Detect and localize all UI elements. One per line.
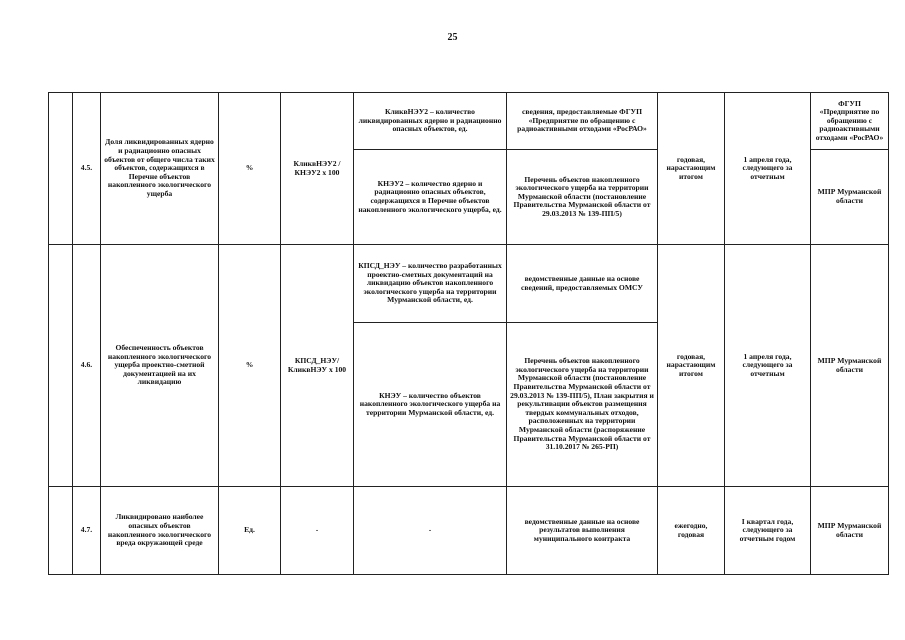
page-number: 25 — [447, 32, 458, 43]
responsible: МПР Мурманской области — [811, 245, 889, 487]
row-spacer — [49, 245, 73, 487]
data-source: ведомственные данные на основе сведений, предоставляемых ОМСУ — [507, 245, 658, 323]
formula-component: - — [354, 487, 507, 575]
formula-component: КПСД_НЭУ – количество разработанных проектно-сметных документаций на ликвидацию объектов накопленного экологического ущерба на территории Мурманской области, ед. — [354, 245, 507, 323]
indicator-name: Доля ликвидированных ядерно и радиационно опасных объектов от общего числа таких объектов, содержащихся в Перечне объектов накопленного экологического ущерба — [101, 93, 219, 245]
table-row-4-6 — [49, 245, 889, 323]
row-spacer — [49, 93, 73, 245]
deadline: I квартал года, следующего за отчетным годом — [725, 487, 811, 575]
deadline: 1 апреля года, следующего за отчетным — [725, 245, 811, 487]
deadline: 1 апреля года, следующего за отчетным — [725, 93, 811, 245]
indicator-unit: Ед. — [219, 487, 281, 575]
indicator-name: Ликвидировано наиболее опасных объектов накопленного экологического вреда окружающей среде — [101, 487, 219, 575]
formula-component: КНЭУ – количество объектов накопленного экологического ущерба на территории Мурманской области, ед. — [354, 323, 507, 487]
row-number: 4.6. — [73, 245, 101, 487]
indicator-formula: - — [281, 487, 354, 575]
periodicity: ежегодно, годовая — [658, 487, 725, 575]
row-number: 4.5. — [73, 93, 101, 245]
responsible: ФГУП «Предприятие по обращению с радиоактивными отходами «РосРАО» — [811, 93, 889, 150]
indicator-formula: КликвНЭУ2 / КНЭУ2 х 100 — [281, 93, 354, 245]
data-source: Перечень объектов накопленного экологического ущерба на территории Мурманской области (постановление Правительства Мурманской области от 29.03.2013 № 139-ПП/5), План закрытия и рекультивации объектов размещения твердых коммунальных отходов, расположенных на территории Мурманской области (распоряжение Правительства Мурманской области от 31.10.2017 № 265-РП) — [507, 323, 658, 487]
responsible: МПР Мурманской области — [811, 487, 889, 575]
table-row-4-7 — [49, 487, 889, 575]
formula-component: КликвНЭУ2 – количество ликвидированных ядерно и радиационно опасных объектов, ед. — [354, 93, 507, 150]
periodicity: годовая, нарастающим итогом — [658, 245, 725, 487]
indicators-table — [48, 92, 889, 575]
indicator-name: Обеспеченность объектов накопленного экологического ущерба проектно-сметной документацией на их ликвидацию — [101, 245, 219, 487]
indicator-unit: % — [219, 93, 281, 245]
formula-component: КНЭУ2 – количество ядерно и радиационно опасных объектов, содержащихся в Перечне объектов накопленного экологического ущерба, ед. — [354, 150, 507, 245]
row-spacer — [49, 487, 73, 575]
responsible: МПР Мурманской области — [811, 150, 889, 245]
row-number: 4.7. — [73, 487, 101, 575]
indicator-unit: % — [219, 245, 281, 487]
table-row-4-5 — [49, 93, 889, 150]
indicator-formula: КПСД_НЭУ/ КликвНЭУ х 100 — [281, 245, 354, 487]
periodicity: годовая, нарастающим итогом — [658, 93, 725, 245]
data-source: Перечень объектов накопленного экологического ущерба на территории Мурманской области (постановление Правительства Мурманской области от 29.03.2013 № 139-ПП/5) — [507, 150, 658, 245]
data-source: ведомственные данные на основе результатов выполнения муниципального контракта — [507, 487, 658, 575]
data-source: сведения, предоставляемые ФГУП «Предприятие по обращению с радиоактивными отходами «РосРАО» — [507, 93, 658, 150]
